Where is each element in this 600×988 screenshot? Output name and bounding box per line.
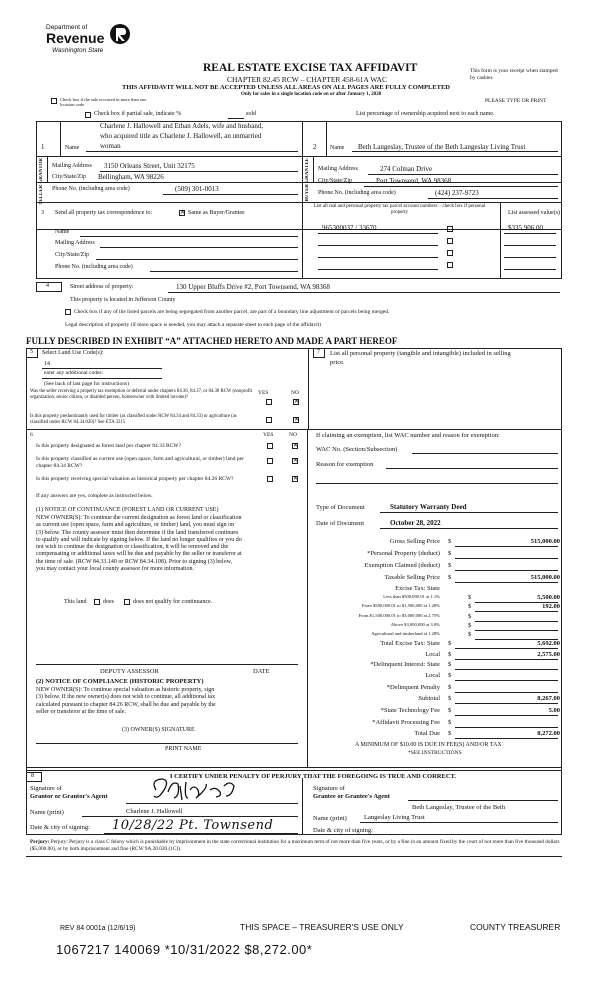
seller-phone[interactable]: (509) 301-0013	[175, 185, 219, 193]
list-pct-note: List percentage of ownership acquired next to each name.	[356, 111, 495, 117]
tax-row-currency: $	[468, 603, 472, 610]
buyer-mail-label: Mailing Address	[318, 166, 358, 172]
perjury-text: Perjury: Perjury is a class C felony which is punishable by imprisonment in the state correctional institution for a maximum term of not more than five years, or by a fine in an amount	[50, 839, 439, 845]
dept-line3: Washington State	[52, 47, 104, 54]
partial-pct-field[interactable]	[228, 118, 244, 119]
grantee-name-underline	[360, 822, 558, 823]
notice2-line: seller or transferor at the time of sale.	[36, 708, 126, 715]
doc-date-label: Date of Document	[316, 520, 365, 527]
tax-row-currency: $	[448, 640, 452, 647]
seller-side-label: SELLER GRANTOR	[39, 158, 44, 205]
revenue-logo	[46, 24, 136, 60]
s3-name-label: Name	[55, 229, 70, 235]
revenue-logo-icon	[109, 22, 131, 46]
tax-row-value[interactable]: 515,000.00	[530, 574, 560, 581]
seller-mail-label: Mailing Address	[52, 163, 92, 169]
tax-row-currency: $	[448, 574, 452, 581]
s3-mail-field[interactable]	[100, 247, 298, 248]
tax-row-value[interactable]: 515,000.00	[530, 538, 560, 545]
s6-question-2: Is this property classified as current use (open space, farm and agricultural, or timber) land per chapter 84.34 RCW?	[36, 456, 244, 469]
tax-row-underline	[455, 546, 558, 547]
if-yes-note: If any answers are yes, complete as instructed below.	[36, 493, 153, 499]
does-not-label: does not qualify for continuance.	[133, 599, 213, 605]
tax-row-currency: $	[468, 622, 472, 629]
assessed-underline-1	[504, 233, 556, 234]
notice1-line: compensating or additional taxes will be due and payable by the seller or transferor at	[36, 551, 242, 558]
grantee-name-line2[interactable]: Langeslay Living Trust	[364, 814, 425, 821]
assessed-underline-2	[504, 245, 556, 246]
tax-row-value[interactable]: 2,575.00	[537, 651, 560, 658]
tax-row-currency: $	[448, 730, 452, 737]
tax-row-currency: $	[448, 672, 452, 679]
notice1-line: the time of sale. (RCW 84.33.140 or RCW 84.34.108). Prior to signing (3) below,	[36, 558, 233, 565]
reason-field[interactable]	[386, 468, 558, 469]
seller-mail-underline	[100, 171, 298, 172]
tax-row-value[interactable]: 192.00	[542, 603, 560, 610]
sig-grantee-label-1: Signature of	[313, 785, 345, 792]
section4-num-box	[36, 282, 62, 292]
minimum-note: A MINIMUM OF $10.00 IS DUE IN FEE(S) AND/OR TAX	[355, 742, 502, 748]
s3-name-field[interactable]	[80, 236, 298, 237]
tax-row-label: Exemption Claimed (deduct)	[364, 562, 440, 569]
perjury-text-2: fixed by the court of not more than five thousand dollars ($5,000.00), or by both imprisonment and fine (RCW 9A.20.020 (1C)).	[30, 839, 560, 852]
s5-question-1: Was the seller receiving a property tax exemption or deferral under chapters 84.36, 84.37, or 84.38 RCW (nonprofit organization, senior citizen, or disabled person, homeowner with limited income)?	[30, 389, 252, 400]
s3-mail-label: Mailing Address	[55, 240, 95, 246]
s6-q2-no[interactable]: ✕	[293, 457, 299, 464]
wac-label: WAC No. (Section/Subsection)	[316, 446, 398, 453]
notice1-text	[36, 515, 242, 573]
seller-num: 1	[41, 143, 45, 151]
exemption-claim-label: If claiming an exemption, list WAC number and reason for exemption:	[316, 432, 500, 439]
only-for-note: Only for sales in a single location code on or after January 1, 2020	[241, 92, 382, 97]
tax-row-label: Local	[425, 651, 440, 658]
section3-num: 3	[41, 210, 44, 216]
parcel-header: List all real and personal property tax parcel account numbers – check box if personal property	[313, 204, 486, 215]
grantee-name-line1[interactable]: Beth Langeslay, Trustee of the Beth	[412, 804, 506, 811]
tax-row-underline	[455, 715, 558, 716]
buyer-phone[interactable]: (424) 237-9723	[435, 189, 479, 197]
reason-field-2[interactable]	[316, 483, 558, 484]
notice1-title: (1) NOTICE OF CONTINUANCE (FOREST LAND OR CURRENT USE)	[36, 507, 219, 513]
tax-row-underline	[455, 727, 558, 728]
buyer-num-divider	[326, 121, 327, 156]
tax-row-label: Total Excise Tax: State	[380, 640, 440, 647]
s6-q3-no[interactable]: ✕	[293, 475, 299, 482]
tax-row-underline	[455, 738, 558, 739]
notice2-title: (2) NOTICE OF COMPLIANCE (HISTORIC PROPERTY)	[36, 678, 204, 685]
section8-divider	[302, 778, 303, 835]
partial-sale-checkbox[interactable]	[85, 112, 91, 118]
parcel-underline-1	[318, 233, 438, 234]
deputy-assessor-line[interactable]	[36, 664, 298, 665]
tax-row-label: From $500,000.01 to $1,500,000 at 1.28%	[361, 603, 440, 608]
grantee-date-label: Date & city of signing:	[313, 827, 373, 834]
does-checkbox[interactable]	[94, 599, 100, 605]
segregated-label: Check box if any of the listed parcels are being segregated from another parcel, are part of a boundary line adjustment or parcels being merged.	[74, 309, 390, 315]
tax-row-underline	[455, 558, 558, 559]
personal-property-checkbox-4[interactable]	[447, 262, 453, 268]
tax-row-currency: $	[448, 707, 452, 714]
same-as-buyer-label: Same as Buyer/Grantee	[188, 210, 245, 216]
grantor-date-city[interactable]: 10/28/22 Pt. Townsend	[112, 818, 274, 833]
grantee-date-field[interactable]	[384, 834, 558, 835]
treasurer-stamp: 1067217 140069 *10/31/2022 $8,272.00*	[56, 942, 313, 957]
tax-row-currency: $	[468, 594, 472, 601]
does-label: does	[103, 599, 114, 605]
same-as-buyer-checkbox[interactable]: ✕	[180, 209, 186, 216]
form-title: REAL ESTATE EXCISE TAX AFFIDAVIT	[203, 62, 418, 74]
doc-type[interactable]: Statutory Warranty Deed	[390, 503, 467, 511]
this-land-label: This land	[64, 599, 87, 605]
tax-row-currency: $	[448, 719, 452, 726]
sig-grantor-label-2: Grantor or Grantor's Agent	[30, 793, 108, 800]
tax-row-label: *Delinquent Interest: State	[370, 661, 440, 668]
tax-row-underline	[475, 621, 558, 622]
additional-codes-label: enter any additional codes:	[44, 370, 104, 376]
grantor-date-label: Date & city of signing:	[30, 824, 90, 831]
s6-q2-yes[interactable]	[267, 458, 273, 464]
deputy-date-label: DATE	[253, 668, 270, 675]
tax-row-label: Excise Tax: State	[395, 585, 440, 592]
tax-row-label: *Delinquent Penalty	[386, 684, 440, 691]
tax-row-label: Less than $500,000.01 at 1.1%	[383, 594, 440, 599]
notice2-line: calculated pursuant to chapter 84.26 RCW, shall be due and payable by the	[36, 701, 216, 708]
section7-text-1: List all personal property (tangible and intangible) included in selling	[330, 350, 511, 357]
buyer-name-underline	[352, 151, 558, 152]
notice1-line: (3) below. The county assessor must then determine if the land transferred continues	[36, 529, 239, 536]
seller-phone-label: Phone No. (including area code)	[52, 186, 130, 192]
partial-sale-label: Check box if partial sale, indicate %	[94, 111, 182, 117]
legal-description-label: Legal description of property (if more space is needed, you may attach a separate sheet to each page of the affidavit)	[65, 322, 321, 328]
tax-row-currency: $	[448, 550, 452, 557]
section3-divider	[302, 203, 303, 279]
notice2-text	[36, 687, 216, 716]
doc-type-underline	[380, 512, 558, 513]
treasurer-use-note: THIS SPACE – TREASURER'S USE ONLY	[240, 922, 404, 932]
seller-city[interactable]: Bellingham, WA 98226	[98, 173, 164, 181]
section8-num-box	[26, 772, 42, 782]
grantor-name[interactable]: Charlene J. Hallowell	[126, 808, 183, 815]
dept-line1: Department of	[46, 24, 88, 31]
notice1-line: NEW OWNER(S): To continue the current designation as forest land or classification	[36, 515, 242, 521]
form-revision: REV 84 0001a (12/6/19)	[60, 925, 136, 932]
tax-row-currency: $	[468, 631, 472, 638]
grantor-name-underline	[82, 816, 298, 817]
s6-question-3: Is this property receiving special valuation as historical property per chapter 84.26 RCW?	[36, 476, 234, 482]
send-correspondence-label: Send all property tax correspondence to:	[55, 210, 153, 216]
doc-type-label: Type of Document	[316, 504, 365, 511]
buyer-side-label: BUYER GRANTEE	[305, 158, 310, 202]
see-instructions: *SEE INSTRUCTIONS	[408, 750, 462, 756]
seller-name-line2: who acquired title as Charlene J. Hallowell, an unmarried	[100, 132, 262, 140]
additional-codes-field[interactable]	[42, 378, 162, 379]
deputy-assessor-label: DEPUTY ASSESSOR	[100, 668, 159, 675]
seller-name-underline	[86, 151, 298, 152]
s5-q2-no[interactable]: ✕	[294, 416, 300, 423]
assessed-value[interactable]: $335,906.00	[508, 224, 543, 232]
tax-row-currency: $	[448, 651, 452, 658]
type-or-print: PLEASE TYPE OR PRINT	[485, 98, 547, 104]
buyer-name[interactable]: Beth Langeslay, Trustee of the Beth Langeslay Living Trust	[358, 143, 526, 151]
buyer-mail-underline	[368, 174, 558, 175]
exhibit-a-text[interactable]: FULLY DESCRIBED IN EXHIBIT “A” ATTACHED HERETO AND MADE A PART HEREOF	[26, 336, 398, 346]
buyer-num: 2	[313, 143, 317, 151]
tax-row-underline	[455, 703, 558, 704]
tax-row-underline	[455, 692, 558, 693]
notice2-line: (3) below. If the new owner(s) does not wish to continue, all additional tax	[36, 694, 216, 701]
section8-num: 8	[31, 773, 34, 779]
s5-q1-yes[interactable]	[266, 399, 272, 405]
print-name-label: PRINT NAME	[165, 746, 202, 752]
tax-row-currency: $	[448, 684, 452, 691]
assessed-underline-3	[504, 257, 556, 258]
tax-row-currency: $	[468, 613, 472, 620]
notice1-line: you may contact your local county assessor for more information.	[36, 566, 194, 573]
section5-num: 5	[30, 349, 33, 355]
doc-date-underline	[380, 528, 558, 529]
tax-row-value[interactable]: 8,272.00	[537, 730, 560, 737]
s3-city-label: City/State/Zip	[55, 252, 89, 258]
s6-q1-no[interactable]: ✕	[293, 442, 299, 449]
name-row-divider	[36, 156, 562, 157]
seller-num-divider	[60, 121, 61, 156]
tax-row-label: *Personal Property (deduct)	[367, 550, 440, 557]
seller-name-line1: Charlene J. Hallowell and Ethan Adels, wife and husband,	[100, 122, 264, 130]
s5-q2-yes[interactable]	[266, 417, 272, 423]
notice1-line: as current use (open space, farm and agriculture, or timber) land, you must sign on	[36, 522, 235, 529]
tax-row-label: Gross Selling Price	[389, 538, 440, 545]
doc-date[interactable]: October 28, 2022	[390, 519, 441, 527]
certify-text: I CERTIFY UNDER PENALTY OF PERJURY THAT THE FOREGOING IS TRUE AND CORRECT.	[170, 773, 457, 780]
assessed-underline-4	[504, 269, 556, 270]
personal-property-checkbox-3[interactable]	[447, 250, 453, 256]
notice1-line: to qualify and will indicate by signing below. If the land no longer qualifies or you do	[36, 536, 242, 543]
section7-num: 7	[317, 349, 320, 355]
buyer-mail[interactable]: 274 Colman Drive	[380, 165, 433, 173]
perjury-notice: Perjury: Perjury: Perjury is a class C felony which is punishable by imprisonment in the state correctional institution for a maximum term of not more than five years, or by a fine in an amount fixed by the court of not more than five thousand dollars ($5,000.00), or by both imprisonment and fine (RCW 9A.20.020 (1C)).	[30, 839, 560, 852]
land-use-underline	[42, 368, 162, 369]
form-warning: THIS AFFIDAVIT WILL NOT BE ACCEPTED UNLESS ALL AREAS ON ALL PAGES ARE FULLY COMPLETED	[122, 84, 450, 91]
tax-row-label: *Affidavit Processing Fee	[372, 719, 440, 726]
land-use-code[interactable]: 14	[44, 361, 50, 367]
s6-q1-yes[interactable]	[267, 443, 273, 449]
personal-property-checkbox-2[interactable]	[447, 238, 453, 244]
seller-mail[interactable]: 3150 Orleans Street, Unit 32175	[104, 162, 195, 170]
s3-phone-field[interactable]	[150, 271, 298, 272]
tax-row-underline	[455, 659, 558, 660]
tax-row-label: Total Due	[414, 730, 440, 737]
multi-location-checkbox[interactable]	[51, 98, 57, 104]
assessed-divider	[500, 203, 501, 279]
tax-row-label: *State Technology Fee	[380, 707, 440, 714]
does-not-checkbox[interactable]	[124, 599, 130, 605]
tax-row-currency: $	[448, 562, 452, 569]
tax-row-underline	[455, 680, 558, 681]
tax-row-value[interactable]: 8,267.00	[537, 695, 560, 702]
s5-q1-no[interactable]: ✕	[294, 398, 300, 405]
s3-city-field[interactable]	[96, 259, 298, 260]
street-underline	[168, 292, 560, 293]
street-address[interactable]: 130 Upper Bluffs Drive #2, Port Townsend, WA 98368	[176, 283, 330, 291]
tax-row-underline	[455, 669, 558, 670]
sold-label: sold	[246, 111, 257, 117]
sig-grantee-label-2: Grantee or Grantee's Agent	[313, 793, 390, 800]
s6-question-1: Is this property designated as forest land per chapter 84.33 RCW?	[36, 443, 181, 449]
s6-no-header: NO	[289, 432, 297, 438]
sig-grantor-label-1: Signature of	[30, 785, 62, 792]
seller-city-label: City/State/Zip	[52, 174, 86, 180]
s6-q3-yes[interactable]	[267, 476, 273, 482]
parcel-underline-4	[318, 269, 438, 270]
tax-row-underline	[475, 611, 558, 612]
s3-phone-label: Phone No. (including area code)	[55, 264, 133, 270]
tax-row-underline	[455, 570, 558, 571]
buyer-name-label: Name	[330, 145, 345, 151]
tax-row-underline	[455, 582, 558, 583]
grantor-name-print-label: Name (print)	[30, 809, 64, 816]
see-back-note: (See back of last page for instructions)	[44, 381, 129, 387]
county-note: This property is located in Jefferson County	[70, 297, 176, 303]
s5-yes-header: YES	[258, 390, 269, 396]
section6-num: 6	[30, 432, 33, 438]
owner-signature-line[interactable]	[36, 743, 298, 744]
multi-location-label: Check box if the sale occurred in more than one location code	[60, 97, 147, 107]
county-treasurer-label: COUNTY TREASURER	[470, 922, 561, 932]
seller-name-line3[interactable]: woman	[100, 142, 121, 150]
seller-name-label: Name	[65, 145, 80, 151]
street-label: Street address of property:	[70, 284, 134, 290]
perjury-bottom-line	[26, 856, 562, 857]
parcel-underline-2	[318, 245, 438, 246]
parcel-number[interactable]: 965300037 / 33670	[322, 224, 377, 232]
notice2-line: NEW OWNER(S): To continue special valuation as historic property, sign	[36, 687, 215, 693]
tax-box	[308, 430, 562, 768]
tax-row-currency: $	[448, 695, 452, 702]
phone-row-box	[36, 183, 562, 203]
section7-text-2: price.	[330, 359, 345, 366]
tax-row-label: Agricultural and timberland at 1.28%	[371, 631, 440, 636]
notice1-line: not wish to continue the designation or classification, it will be removed and the	[36, 544, 229, 551]
tax-row-label: Above $3,000,000 at 3.0%	[390, 622, 440, 627]
s5-no-header: NO	[291, 390, 299, 396]
form-subtitle: CHAPTER 82.45 RCW – CHAPTER 458-61A WAC	[227, 75, 387, 84]
receipt-note: This form is your receipt when stamped by cashier.	[470, 68, 558, 81]
owner-signature-label: (3) OWNER(S) SIGNATURE	[122, 727, 195, 733]
grantee-name-print-label: Name (print)	[313, 815, 347, 822]
grantee-sig-line[interactable]	[408, 800, 558, 801]
tax-row-value[interactable]: 5.00	[548, 707, 560, 714]
buyer-city[interactable]: Port Townsend, WA 98368	[376, 177, 452, 185]
dept-line2: Revenue	[46, 30, 105, 46]
assessed-header: List assessed value(s)	[508, 210, 560, 216]
tax-row-label: Subtotal	[418, 695, 440, 702]
tax-row-value[interactable]: 5,692.00	[537, 640, 560, 647]
section8-top-line	[26, 770, 562, 771]
parcel-underline-3	[318, 257, 438, 258]
personal-property-checkbox-1[interactable]	[447, 226, 453, 232]
buyer-city-label: City/State/Zip	[318, 178, 352, 184]
grantor-date-underline	[104, 833, 298, 834]
tax-row-currency: $	[448, 661, 452, 668]
tax-row-label: From $1,500,000.01 to $3,000,000 at 2.75%	[358, 613, 440, 618]
tax-row-label: Taxable Selling Price	[384, 574, 440, 581]
tax-row-underline	[455, 648, 558, 649]
s6-yes-header: YES	[263, 432, 274, 438]
tax-row-label: Local	[425, 672, 440, 679]
grantor-sig-line	[126, 803, 298, 804]
reason-label: Reason for exemption	[316, 461, 374, 468]
tax-row-value[interactable]: 5,500.00	[537, 594, 560, 601]
segregated-checkbox[interactable]	[65, 309, 71, 315]
tax-row-currency: $	[448, 538, 452, 545]
section5-divider	[308, 348, 309, 430]
grantor-signature[interactable]	[150, 776, 240, 806]
land-use-label: Select Land Use Code(s):	[42, 350, 104, 356]
section4-num: 4	[46, 283, 49, 289]
tax-row-underline	[475, 630, 558, 631]
s5-question-2: Is this property predominantly used for timber (as classified under RCW 84.34 and 84.33) or agriculture (as classified under RCW 84.34.020)? See ETA 3215	[30, 414, 237, 425]
wac-field[interactable]	[412, 453, 558, 454]
buyer-phone-label: Phone No. (including area code)	[318, 190, 396, 196]
